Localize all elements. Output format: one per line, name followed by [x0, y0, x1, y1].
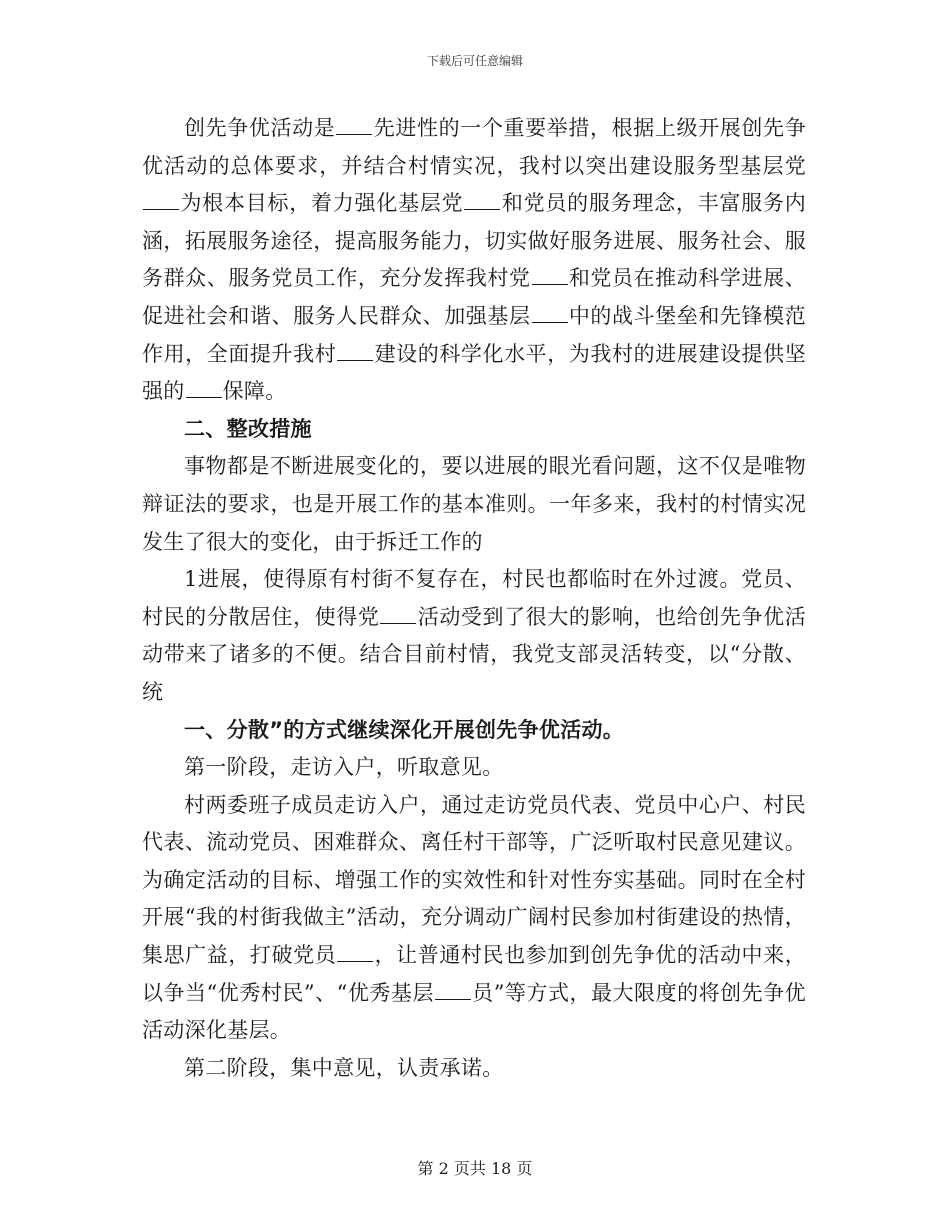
text-segment: 先进性的一个重要举措，根据上级开展创先争优活动的总体要求，并结合村情实况，我村以突出建设服务型基层党 — [142, 116, 806, 178]
text-segment: 为根本目标，着力强化基层党 — [180, 191, 464, 216]
text-segment: 员”等方式，最大限度的将创先争优活动深化基层。 — [142, 980, 806, 1043]
section-heading-method — [142, 712, 806, 750]
heading-text: 二、整改措施 — [184, 416, 312, 441]
fill-blank — [532, 266, 568, 285]
fill-blank — [435, 981, 471, 1000]
fill-blank — [143, 191, 179, 210]
fill-blank — [186, 379, 222, 398]
fill-blank — [336, 116, 372, 135]
fill-blank — [532, 304, 568, 323]
text-segment: 1进展，使得原有村街不复存在，村民也都临时在外过渡。党员、村民的分散居住，使得党 — [142, 567, 806, 629]
paragraph-stage-one-detail — [142, 787, 806, 1050]
paragraph-changes — [142, 448, 806, 561]
fill-blank — [337, 342, 373, 361]
text-segment: 第一阶段，走访入户，听取意见。 — [184, 755, 504, 780]
text-segment: 事物都是不断进展变化的，要以进展的眼光看问题，这不仅是唯物辩证法的要求，也是开展工作的基本准则。一年多来，我村的村情实况发生了很大的变化，由于拆迁工作的 — [142, 454, 806, 554]
text-segment: 创先争优活动是 — [184, 116, 336, 140]
text-segment: 和党员在推动科学进展、促进社会和谐、服务人民群众、加强基层 — [142, 266, 806, 328]
text-segment: ，让普通村民也参加到创先争优的活动中来，以争当“优秀村民”、“优秀基层 — [142, 943, 807, 1005]
fill-blank — [464, 191, 500, 210]
text-segment: 中的战斗堡垒和先锋模范作用，全面提升我村 — [142, 303, 806, 366]
section-heading-rectification — [142, 411, 806, 449]
text-segment: 村两委班子成员走访入户，通过走访党员代表、党员中心户、村民代表、流动党员、困难群众、离任村干部等，广泛听取村民意见建议。为确定活动的目标、增强工作的实效性和针对性夯实基础。同时在全村开展“我的村街我做主”活动，充分调动广阔村民参加村街建设的热情，集思广益，打破党员 — [142, 792, 806, 968]
text-segment: 和党员的服务理念，丰富服务内涵，拓展服务途径，提高服务能力，切实做好服务进展、服务社会、服务群众、服务党员工作，充分发挥我村党 — [142, 191, 807, 291]
page-header: 下载后可任意编辑 — [426, 54, 523, 68]
fill-blank — [380, 605, 416, 624]
paragraph-progress — [142, 561, 806, 711]
heading-text: 一、分散”的方式继续深化开展创先争优活动。 — [184, 717, 625, 742]
text-segment: 活动受到了很大的影响，也给创先争优活动带来了诸多的不便。结合目前村情，我党支部灵活转变，以“分散、统 — [142, 604, 806, 704]
fill-blank — [337, 943, 373, 962]
paragraph-intro — [142, 110, 806, 411]
paragraph-stage-two-title — [142, 1050, 806, 1088]
text-segment: 第二阶段，集中意见，认责承诺。 — [184, 1055, 504, 1080]
paragraph-stage-one-title — [142, 749, 806, 787]
page-footer: 第 2 页共 18 页 — [417, 1159, 533, 1178]
document-body — [142, 110, 806, 1087]
text-segment: 保障。 — [222, 379, 287, 404]
text-segment: 建设的科学化水平，为我村的进展建设提供坚强的 — [142, 341, 807, 404]
